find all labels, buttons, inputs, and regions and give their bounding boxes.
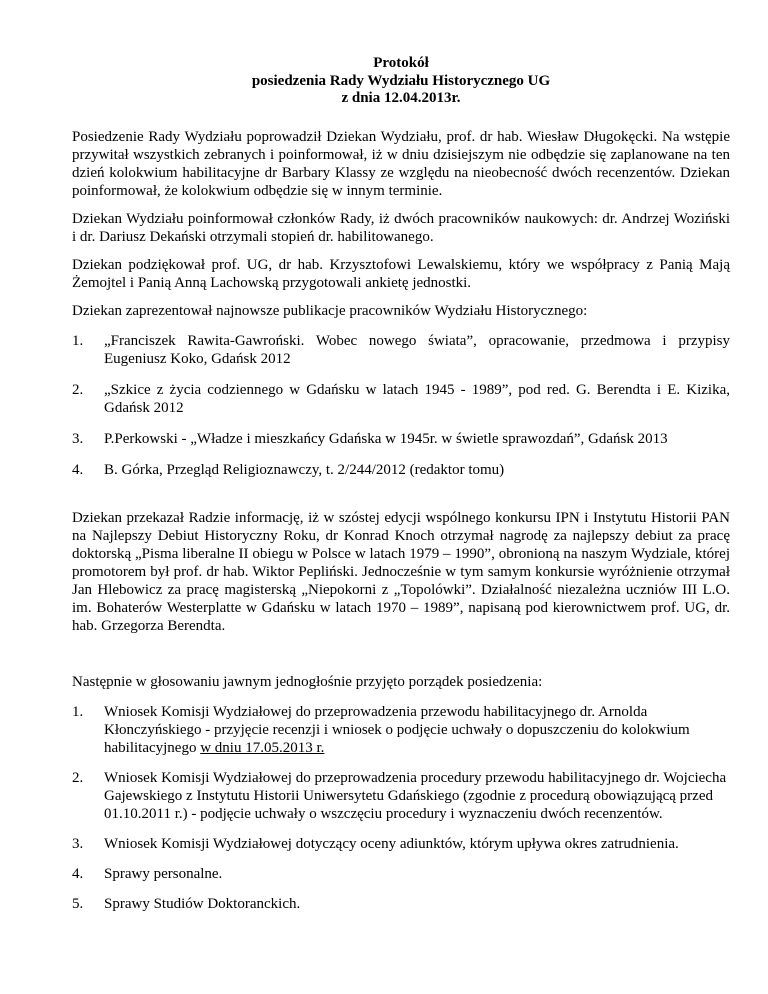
list-item-number: 2.	[72, 769, 84, 786]
list-item-number: 2.	[72, 381, 84, 398]
list-item-text: Sprawy personalne.	[104, 865, 223, 882]
list-item	[72, 835, 730, 853]
header-subtitle: posiedzenia Rady Wydziału Historycznego UG	[251, 72, 551, 89]
list-item-text: Wniosek Komisji Wydziałowej dotyczący oceny adiunktów, którym upływa okres zatrudnienia.	[104, 835, 679, 852]
list-item-number: 4.	[72, 461, 84, 478]
header-title: Protokół	[373, 55, 429, 71]
publications-list	[72, 332, 730, 479]
list-item-text: P.Perkowski - „Władze i mieszkańcy Gdańska w 1945r. w świetle sprawozdań”, Gdańsk 2013	[104, 430, 668, 447]
list-item	[72, 865, 730, 883]
list-item	[72, 381, 730, 417]
list-item-number: 1.	[72, 703, 84, 720]
list-item-number: 5.	[72, 895, 84, 912]
list-item-text: „Franciszek Rawita-Gawroński. Wobec nowego świata”, opracowanie, przedmowa i przypisy Eugeniusz Koko, Gdańsk 2012	[104, 332, 730, 367]
document-header	[72, 55, 730, 108]
list-item-text: „Szkice z życia codziennego w Gdańsku w latach 1945 - 1989”, pod red. G. Berendta i E. Kizika, Gdańsk 2012	[104, 381, 730, 416]
list-item-number: 4.	[72, 865, 84, 882]
paragraph-agenda-intro: Następnie w głosowaniu jawnym jednogłośnie przyjęto porządek posiedzenia:	[72, 673, 543, 690]
list-item-text: B. Górka, Przegląd Religioznawczy, t. 2/244/2012 (redaktor tomu)	[104, 461, 505, 478]
list-item	[72, 769, 730, 823]
list-item	[72, 461, 730, 479]
list-item	[72, 703, 730, 757]
agenda-item-text: Wniosek Komisji Wydziałowej do przeprowadzenia przewodu habilitacyjnego dr. Arnolda Kłonczyńskiego - przyjęcie recenzji i wniosek o podjęcie uchwały o dopuszczeniu do kolokwium habilitacyjnego	[104, 703, 690, 756]
list-item-number: 3.	[72, 430, 84, 447]
list-item	[72, 895, 730, 913]
list-item-text	[104, 703, 730, 757]
header-date: z dnia 12.04.2013r.	[341, 90, 461, 106]
list-item-number: 3.	[72, 835, 84, 852]
paragraph-habilitations: Dziekan Wydziału poinformował członków Rady, iż dwóch pracowników naukowych: dr. Andrzej Woziński i dr. Dariusz Dekański otrzymali stopień dr. habilitowanego.	[72, 210, 730, 245]
list-item-text: Sprawy Studiów Doktoranckich.	[104, 895, 301, 912]
paragraph-thanks: Dziekan podziękował prof. UG, dr hab. Krzysztofowi Lewalskiemu, który we współpracy z Panią Mają Żemojtel i Panią Anną Lachowską przygotowali ankietę jednostki.	[72, 256, 730, 291]
agenda-list	[72, 703, 730, 913]
paragraph-opening: Posiedzenie Rady Wydziału poprowadził Dziekan Wydziału, prof. dr hab. Wiesław Długokęcki. Na wstępie przywitał wszystkich zebranych i poinformował, iż w dniu dzisiejszym nie odbędzie się zaplanowane na ten dzień kolokwium habilitacyjne dr Barbary Klassy ze względu na nieobecność dwóch recenzentów. Dziekan poinformował, że kolokwium odbędzie się w innym terminie.	[72, 128, 730, 199]
list-item	[72, 430, 730, 448]
list-item-number: 1.	[72, 332, 84, 349]
paragraph-publications-intro: Dziekan zaprezentował najnowsze publikacje pracowników Wydziału Historycznego:	[72, 302, 588, 319]
list-item	[72, 332, 730, 368]
list-item-text: Wniosek Komisji Wydziałowej do przeprowadzenia procedury przewodu habilitacyjnego dr. Wojciecha Gajewskiego z Instytutu Historii Uniwersytetu Gdańskiego (zgodnie z procedurą obowiązującą przed 01.10.2011 r.) - podjęcie uchwały o wszczęciu procedury i wyznaczeniu dwóch recenzentów.	[104, 769, 727, 822]
agenda-item-date-underlined: w dniu 17.05.2013 r.	[200, 739, 325, 756]
paragraph-award: Dziekan przekazał Radzie informację, iż w szóstej edycji wspólnego konkursu IPN i Instytutu Historii PAN na Najlepszy Debiut Historyczny Roku, dr Konrad Knoch otrzymał nagrodę za najlepszy debiut za pracę doktorską „Pisma liberalne II obiegu w Polsce w latach 1979 – 1990”, obronioną na naszym Wydziale, której promotorem był prof. dr hab. Wiktor Pepliński. Jednocześnie w tym samym konkursie wyróżnienie otrzymał Jan Hlebowicz za pracę magisterską „Niepokorni z „Topolówki”. Działalność niezależna uczniów III L.O. im. Bohaterów Westerplatte w Gdańsku w latach 1970 – 1989”, napisaną pod kierownictwem prof. UG, dr. hab. Grzegorza Berendta.	[72, 509, 730, 634]
